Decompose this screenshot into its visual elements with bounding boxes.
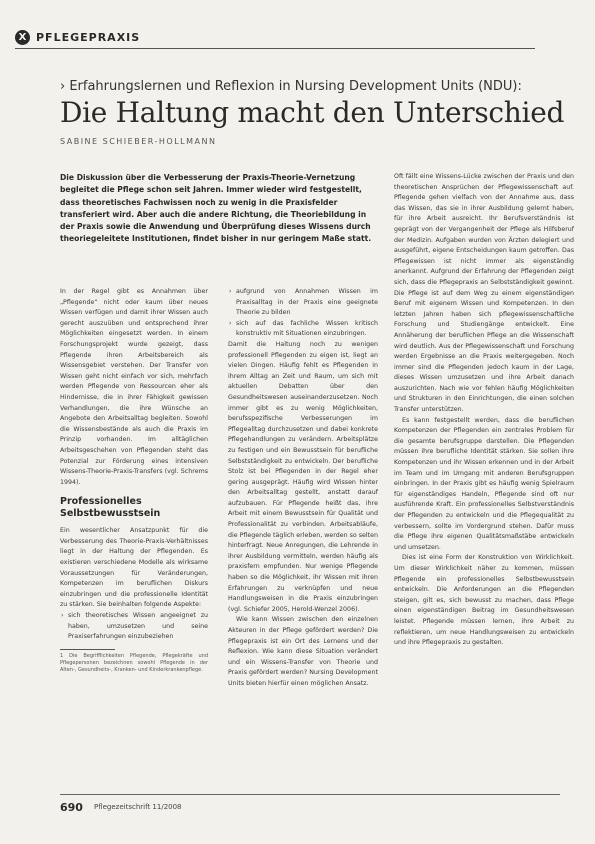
header-divider: [15, 48, 535, 49]
text-column-1: [60, 287, 208, 674]
text-column-3: [394, 172, 574, 649]
text-column-2: [228, 287, 378, 690]
footnote-divider: [60, 649, 115, 650]
column-1-paragraph-2: Ein wesentlicher Ansatzpunkt für die Verbesserung des Theorie-Praxis-Verhältnisses liegt in der Haltung der Pflegenden. Es existieren verschiedene Modelle als wirksame Voraussetzungen für Veränderungen, Kompetenzen im beruflichen Diskurs einzubringen und die professionelle Identität zu stärken. Sie beinhalten folgende Aspekte:: [60, 527, 208, 609]
section-title: PFLEGEPRAXIS: [36, 31, 141, 44]
column-1-bullet-list: [60, 611, 208, 643]
bullet-item: › aufgrund von Annahmen Wissen im Praxisalltag in der Praxis eine geeignete Theorie zu bilden: [236, 287, 378, 319]
column-3-paragraph-3: Dies ist eine Form der Konstruktion von Wirklichkeit. Um dieser Wirklichkeit näher zu kommen, müssen Pflegende ein professionelles Selbstbewusstsein entwickeln. Die Anforderungen an die Pflegenden steigen, gilt es, sich bewusst zu machen, dass Pflege einen eigenständigen Beitrag im Gesundheitswesen leistet. Pflegende müssen lernen, ihre Arbeit zu reflektieren, um neue Handlungsweisen zu entwickeln und ihre Pflegepraxis zu gestalten.: [394, 554, 574, 647]
column-2-paragraph-2: Wie kann Wissen zwischen den einzelnen Akteuren in der Pflege gefördert werden? Die Pflegepraxis ist ein Ort des Lernens und der Reflexion. Wie kann diese Situation verändert und ein Wissens-Transfer von Theorie und Praxis gefördert werden? Nursing Development Units bieten hierfür einen möglichen Ansatz.: [228, 616, 378, 687]
article-headline: Die Haltung macht den Unterschied: [60, 96, 565, 129]
bullet-item: › sich theoretisches Wissen angeeignet zu haben, umzusetzen und seine Praxiserfahrungen einzubeziehen: [68, 611, 208, 643]
subheading-selbstbewusstsein: Professionelles Selbstbewusstsein: [60, 496, 161, 520]
column-3-paragraph-2: Es kann festgestellt werden, dass die beruflichen Kompetenzen der Pflegenden ein zentrales Problem für die gesamte berufsgruppe darstellen. Die Pflegenden müssen ihre berufliche Identität stärken. Sie sollen ihre Kompetenzen und ihr Wissen erkennen und in der Arbeit im Team und im Umgang mit anderen Berufsgruppen einbringen. In der Praxis gibt es häufig wenig Spielraum für eigenständiges Handeln, Pflegende sind oft nur ausführende Kraft. Ein professionelles Selbstverständnis der Pflegenden zu entwickeln und die Pflegequalität zu verbessern, sollte im Vordergrund stehen. Dafür muss die Pflege ihre eigenen Qualitätsmaßstäbe entwickeln und umsetzen.: [394, 416, 574, 551]
bullet-item: › sich auf das fachliche Wissen kritisch konstruktiv mit Situationen einzubringen.: [236, 319, 378, 340]
article-kicker: › Erfahrungslernen und Reflexion in Nursing Development Units (NDU):: [60, 79, 522, 94]
column-2-paragraph-1: Damit die Haltung noch zu wenigen professionell Pflegenden zu eigen ist, liegt an vielen Dingen. Häufig fehlt es Pflegenden in ihrem Alltag an Zeit und Raum, um sich mit aktuellen Debatten über den Gesundheitswesen auseinanderzusetzen. Noch immer gibt es zu wenig Möglichkeiten, berufsspezifische Verbesserungen im Pflegealltag durchzusetzen und dabei konkrete Pflegehandlungen zu verändern. Arbeitsplätze zu festigen und ein Bewusstsein für berufliche Selbstständigkeit zu entwickeln. Der berufliche Stolz ist bei Pflegenden in der Regel eher gering ausgeprägt. Häufig wird Wissen hinter den Arbeitsalltag gestellt, anstatt darauf aufzubauen. Für Pflegende heißt das, ihre Arbeit mit einem Bewusstsein für Qualität und Professionalität zu verbinden. Arbeitsabläufe, die Pflegende täglich erleben, werden so selten hinterfragt. Neue Anregungen, die Lehrende in ihrer Ausbildung vermitteln, werden häufig als praxisfern empfunden. Nur wenige Pflegende haben so die Möglichkeit, ihr Wissen mit ihren Erfahrungen zu verknüpfen und neue Handlungsweisen in die Praxis einzubringen (vgl. Schiefer 2005, Herold-Wenzel 2006).: [228, 340, 378, 613]
column-3-paragraph-1: Oft fällt eine Wissens-Lücke zwischen der Praxis und den theoretischen Ansprüchen der Pflegewissenschaft auf. Pflegende gehen vielfach von der Annahme aus, dass das Wissen, das sie in ihrer Ausbildung gelernt haben, für ihre Arbeit ausreicht. Ihr Berufsverständnis ist geprägt von der Vergangenheit der Pflege als Hilfsberuf der Medizin. Aufgaben wurden von Ärzten delegiert und ausgeführt, eigene Entscheidungen kaum getroffen. Das Pflegewissen ist nicht immer als eigenständig anerkannt. Aufgrund der Erfahrung der Pflegenden zeigt sich, dass die Pflegepraxis an Selbstständigkeit gewinnt. Die Pflege ist auf dem Weg zu einem eigenständigen Beruf mit eigenem Wissen und Kompetenzen. In den letzten Jahren haben sich pflegewissenschaftliche Forschung und Studiengänge entwickelt. Eine Annäherung der beruflichen Pflege an die Wissenschaft wird deutlich. Aus der Pflegewissenschaft und Forschung werden Ergebnisse an die Praxis weitergegeben. Noch immer sind die Pflegenden jedoch kaum in der Lage, dieses Wissen umzusetzen und ihre Arbeit danach auszurichten. Nach wie vor fehlen häufig Möglichkeiten und Strukturen in den Einrichtungen, die einen solchen Transfer unterstützen.: [394, 173, 574, 414]
column-2-bullet-list: [228, 287, 378, 340]
page-number: 690: [60, 801, 83, 814]
journal-name: Pflegezeitschrift 11/2008: [94, 803, 182, 811]
article-author: SABINE SCHIEBER-HOLLMANN: [60, 137, 217, 146]
footer-divider: [60, 794, 560, 795]
article-lead: Die Diskussion über die Verbesserung der Praxis-Theorie-Vernetzung begleitet die Pflege schon seit Jahren. Immer wieder wird festgestellt, dass theoretisches Fachwissen noch zu wenig in die Praxisfelder transferiert wird. Aber auch die andere Richtung, die Theoriebildung in der Praxis sowie die Anwendung und Überprüfung dieses Wissens durch theoriegeleitete Institutionen, findet bisher in nur geringem Maße statt.: [60, 173, 372, 244]
section-badge-icon: X: [15, 30, 30, 45]
column-1-paragraph-1: In der Regel gibt es Annahmen über „Pflegende“ nicht oder kaum über neues Wissen verfügen und damit ihrer Wissen auch gerecht auszuüben und entsprechend ihrer Möglichkeiten eingesetzt werden. In einem Forschungsprojekt wurde gezeigt, dass Pflegende ihren Arbeitsbereich als Wissensgebiet verstehen. Der Transfer von Wissen geht nicht einfach vor sich, mehrfach werden Pflegende von Ressourcen eher als Hindernisse, die in ihrer Fähigkeit gewissen Verhandlungen, die ihre Wünsche an Angebote den Arbeitsalltag begleiten. Sowohl die Wissensbestände als auch die Praxis im Prinzip vorhanden. Im alltäglichen Arbeitsgeschehen von Pflegenden steht das Potenzial zur Förderung eines intensiven Wissens-Theorie-Praxis-Transfers (vgl. Schrems 1994).: [60, 288, 208, 486]
footnote: 1 Die Begrifflichkeiten Pflegende, Pflegekräfte und Pflegepersonen bezeichnen sowohl Pflegende in der Alten-, Gesundheits-, Kranken- und Kinderkrankenpflege.: [60, 652, 208, 673]
